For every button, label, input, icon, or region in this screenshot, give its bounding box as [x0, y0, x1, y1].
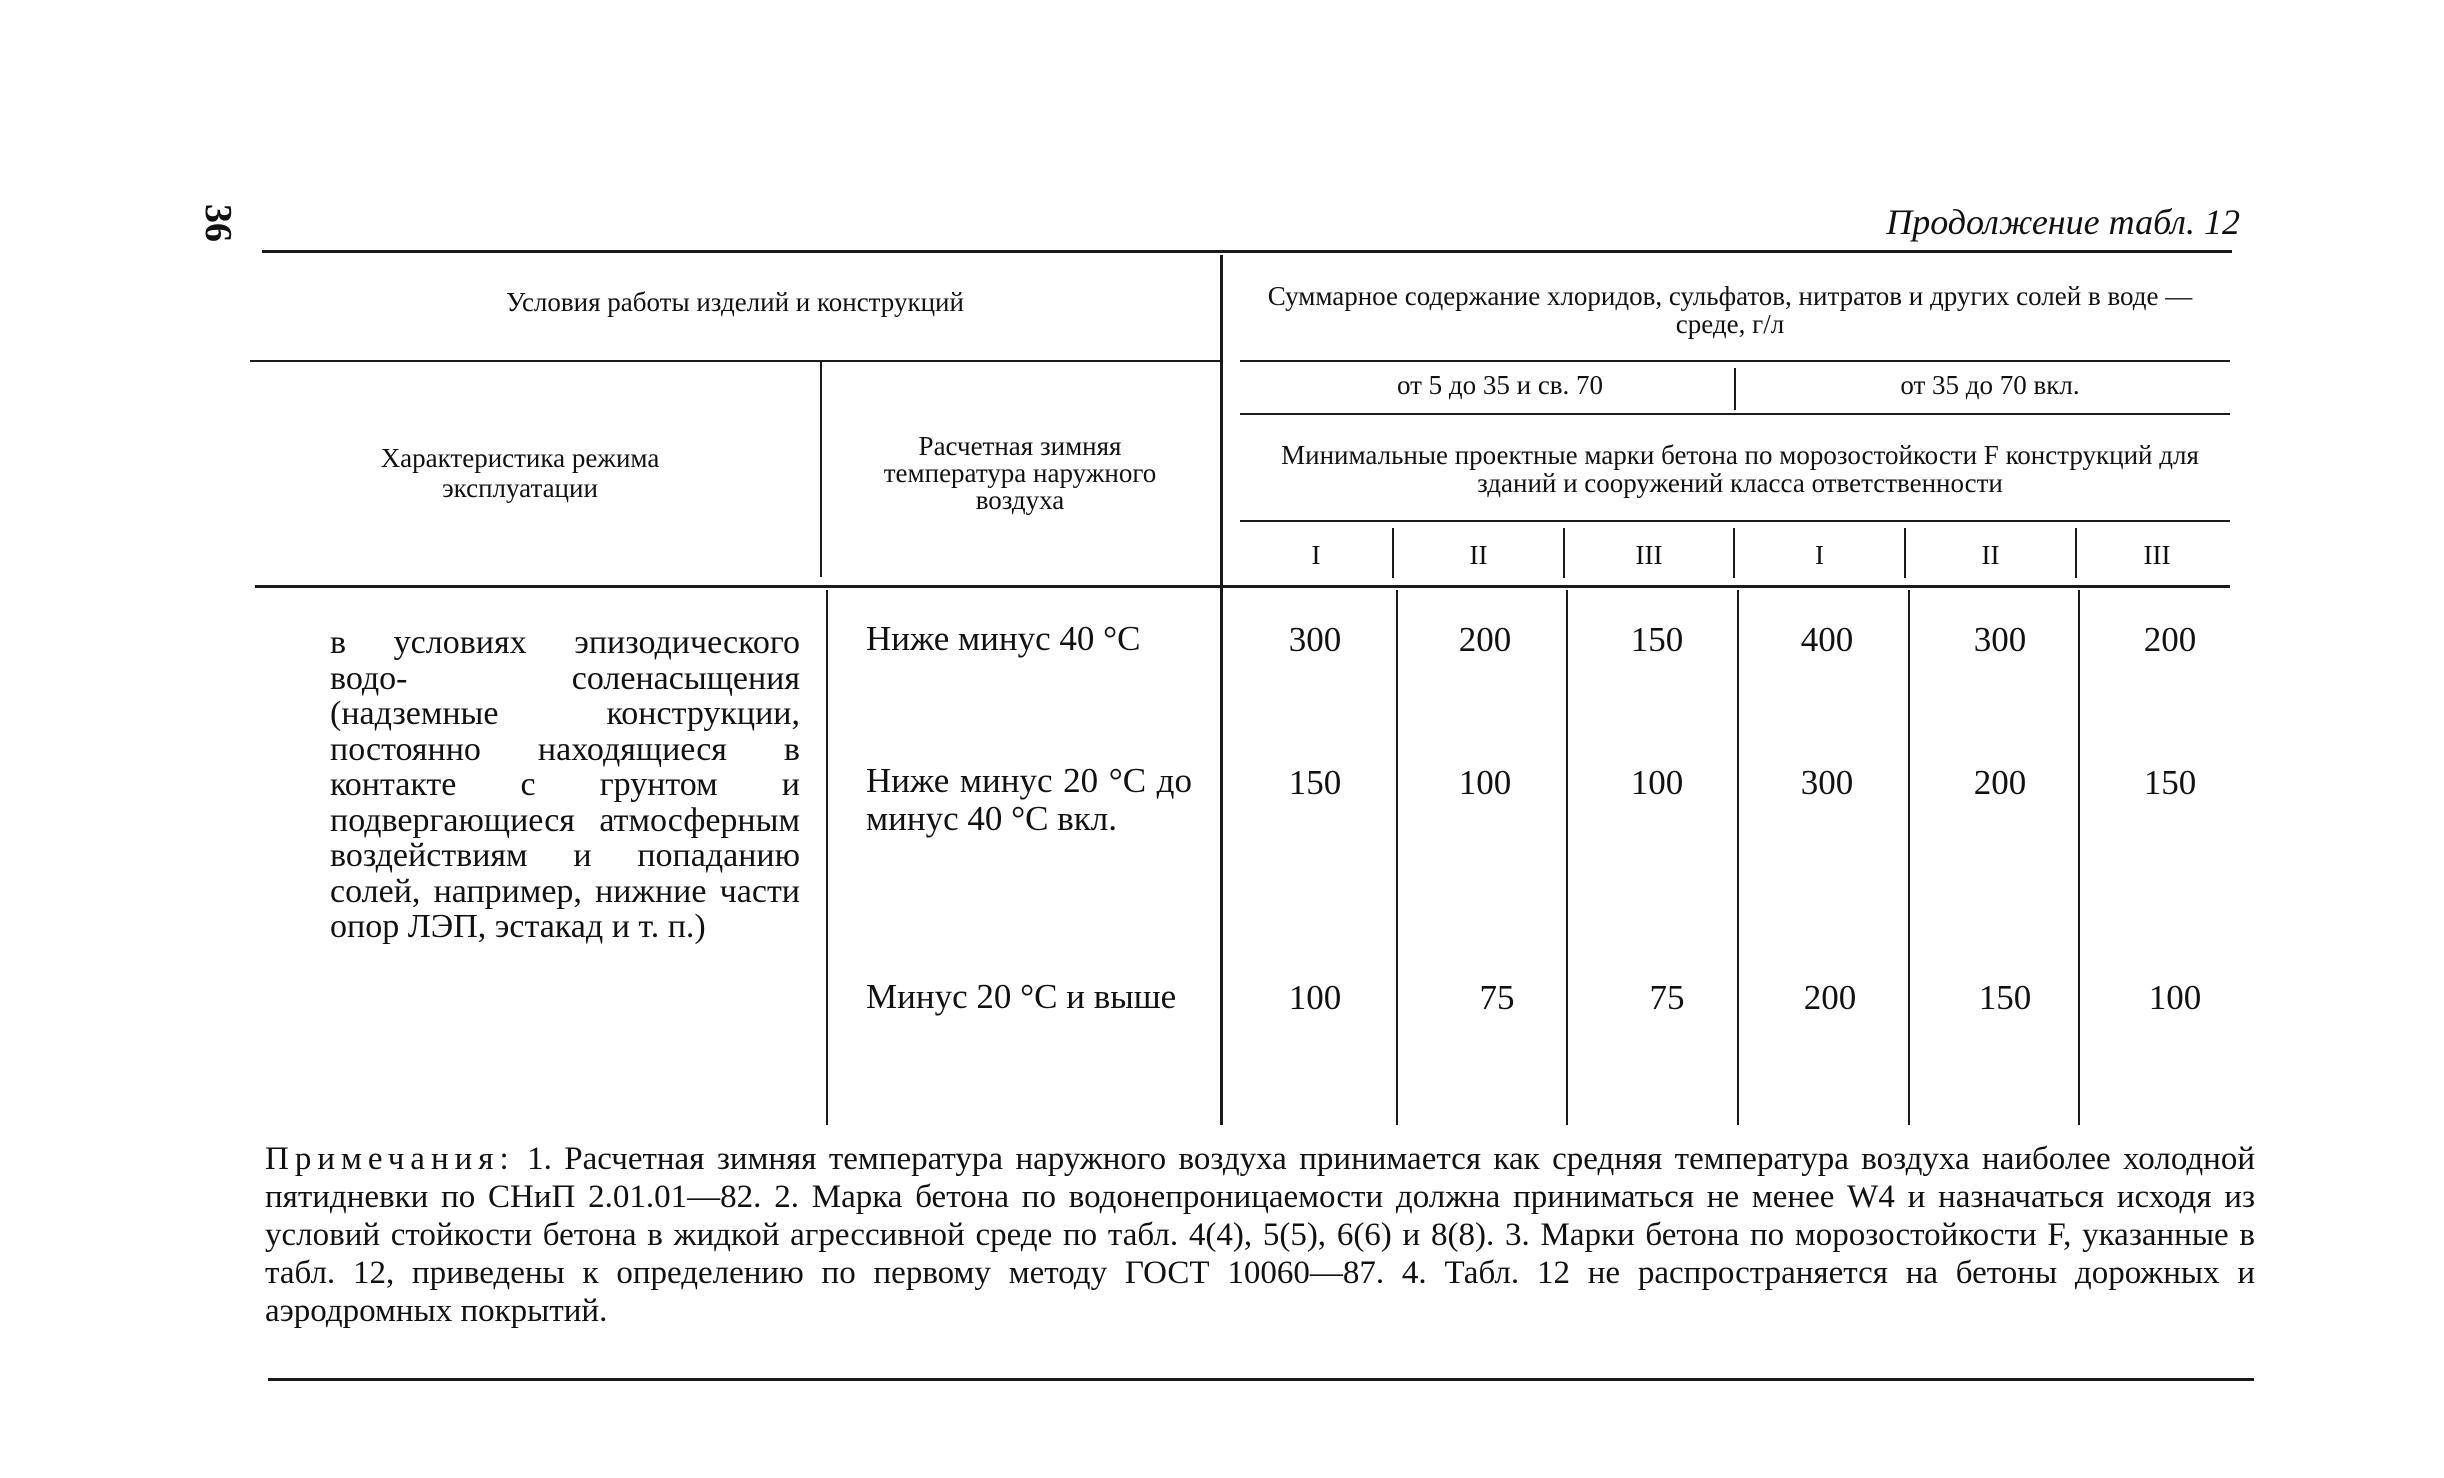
- class-label: II: [1981, 540, 2000, 570]
- value-cell: 100: [2148, 978, 2202, 1017]
- value-cell: 100: [1458, 763, 1512, 802]
- value-cell: 300: [1973, 620, 2027, 659]
- table-continuation-caption: Продолжение табл. 12: [1886, 202, 2240, 242]
- value-divider-5: [2078, 590, 2080, 1125]
- value-cell: 200: [1458, 620, 1512, 659]
- value-cell: 200: [1803, 978, 1857, 1017]
- value-cell: 400: [1800, 620, 1854, 659]
- value-divider-1: [1396, 590, 1398, 1125]
- header-group-a: от 5 до 35 и св. 70: [1396, 370, 1604, 400]
- value-cell: 150: [1288, 763, 1342, 802]
- class-label: I: [1815, 540, 1824, 570]
- value-cell: 100: [1630, 763, 1684, 802]
- value-divider-3: [1737, 590, 1739, 1125]
- value-cell: 150: [1978, 978, 2032, 1017]
- header-salts: Суммарное содержание хлоридов, сульфатов, нитратов и других солей в воде — среде, г/л: [1267, 281, 2193, 339]
- value-cell: 75: [1479, 978, 1515, 1017]
- value-cell: 200: [1973, 763, 2027, 802]
- class-label: III: [2143, 540, 2171, 570]
- temperature-cell: Ниже минус 20 °С до минус 40 °С вкл.: [866, 761, 1192, 838]
- header-conditions: Условия работы изделий и конструкций: [506, 287, 964, 317]
- value-divider-2: [1566, 590, 1568, 1125]
- header-frost: Минимальные проектные марки бетона по морозостойкости F конструкций для зданий и сооружений класса ответственности: [1281, 440, 2199, 498]
- table-top-rule: [262, 250, 2232, 253]
- header-rule-left: [250, 360, 1220, 362]
- col-divider-main: [1220, 255, 1223, 1125]
- value-cell: 300: [1288, 620, 1342, 659]
- notes-bottom-rule: [268, 1378, 2254, 1381]
- value-cell: 100: [1288, 978, 1342, 1017]
- class-label: I: [1311, 540, 1321, 570]
- page-number: 36: [197, 204, 239, 242]
- header-bottom-rule: [255, 585, 2230, 588]
- value-cell: 300: [1800, 763, 1854, 802]
- col-divider-temp-body: [826, 590, 828, 1125]
- header-temperature: Расчетная зимняя температура наружного воздуха: [883, 431, 1157, 515]
- col-divider-groups: [1734, 368, 1736, 410]
- temperature-cell: Ниже минус 40 °С: [866, 619, 1141, 658]
- header-rule-frost: [1240, 520, 2230, 522]
- value-divider-4: [1908, 590, 1910, 1125]
- header-rule-groups: [1240, 413, 2230, 415]
- notes-label: Примечания:: [265, 1141, 515, 1177]
- class-label: II: [1469, 540, 1488, 570]
- header-rule-salts: [1240, 360, 2230, 362]
- value-cell: 200: [2143, 620, 2197, 659]
- table-notes: [265, 1140, 2255, 1330]
- value-cell: 150: [2143, 763, 2197, 802]
- header-group-b: от 35 до 70 вкл.: [1900, 370, 2080, 400]
- col-divider-temp: [820, 362, 822, 577]
- header-regime: Характеристика режима эксплуатации: [380, 443, 660, 503]
- operating-condition-text: в условиях эпизодического водо- соленасыщения (надземные конструкции, постоянно находящиеся в контакте с грунтом и подвергающиеся атмосферным воздействиям и попаданию солей, например, нижние части опор ЛЭП, эстакад и т. п.): [330, 624, 800, 945]
- temperature-cell: Минус 20 °С и выше: [866, 977, 1177, 1016]
- value-cell: 75: [1649, 978, 1685, 1017]
- class-label: III: [1635, 540, 1663, 570]
- value-cell: 150: [1630, 620, 1684, 659]
- notes-text: 1. Расчетная зимняя температура наружного воздуха принимается как средняя температура воздуха наиболее холодной пятидневки по СНиП 2.01.01—82. 2. Марка бетона по водонепроницаемости должна приниматься не менее W4 и назначаться исходя из условий стойкости бетона в жидкой агрессивной среде по табл. 4(4), 5(5), 6(6) и 8(8). 3. Марки бетона по морозостойкости F, указанные в табл. 12, приведены к определению по первому методу ГОСТ 10060—87. 4. Табл. 12 не распространяется на бетоны дорожных и аэродромных покрытий.: [265, 1141, 2255, 1329]
